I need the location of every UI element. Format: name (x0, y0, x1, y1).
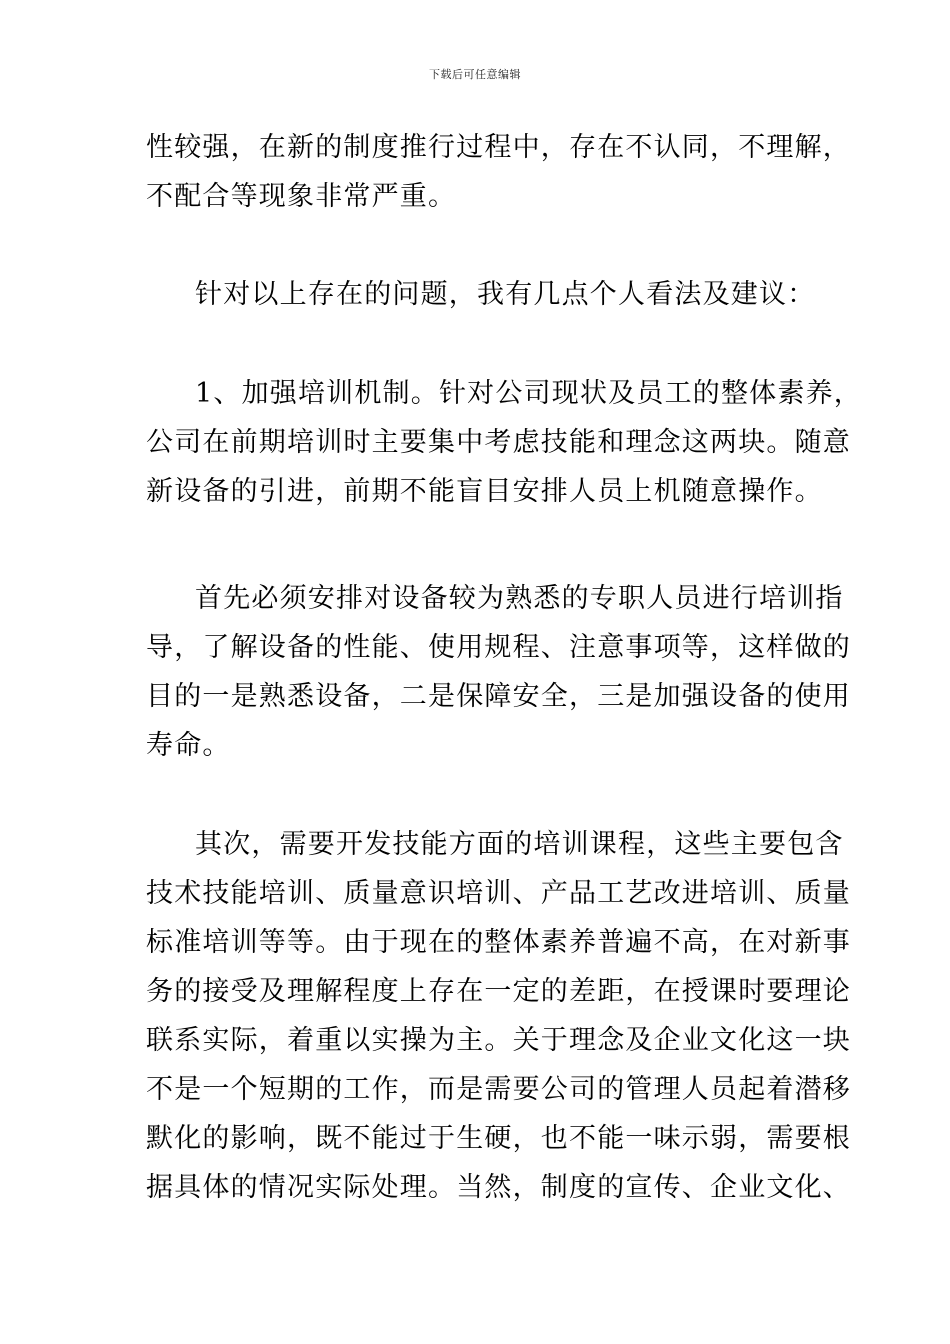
text-line: 寿命。 (146, 730, 231, 761)
text-line: 据具体的情况实际处理。当然，制度的宣传、企业文化、 (146, 1172, 851, 1203)
text-line: 务的接受及理解程度上存在一定的差距，在授课时要理论 (146, 976, 851, 1007)
text-line: 首先必须安排对设备较为熟悉的专职人员进行培训指 (195, 583, 844, 614)
text-line: 技术技能培训、质量意识培训、产品工艺改进培训、质量 (146, 878, 851, 909)
text-line: 性较强，在新的制度推行过程中，存在不认同，不理解， (146, 132, 851, 163)
text-line: 默化的影响，既不能过于生硬，也不能一味示弱，需要根 (146, 1123, 851, 1154)
text-line: 1、加强培训机制。针对公司现状及员工的整体素养， (195, 378, 862, 409)
header-note: 下载后可任意编辑 (429, 68, 521, 81)
text-line: 针对以上存在的问题，我有几点个人看法及建议： (195, 279, 816, 310)
text-line: 不配合等现象非常严重。 (146, 181, 457, 212)
text-line: 导，了解设备的性能、使用规程、注意事项等，这样做的 (146, 632, 851, 663)
text-line: 联系实际，着重以实操为主。关于理念及企业文化这一块 (146, 1025, 851, 1056)
text-line: 目的一是熟悉设备，二是保障安全，三是加强设备的使用 (146, 681, 851, 712)
text-line: 公司在前期培训时主要集中考虑技能和理念这两块。随意 (146, 427, 851, 458)
text-line: 其次，需要开发技能方面的培训课程，这些主要包含 (195, 829, 844, 860)
text-line: 标准培训等等。由于现在的整体素养普遍不高，在对新事 (146, 927, 851, 958)
text-line: 新设备的引进，前期不能盲目安排人员上机随意操作。 (146, 476, 823, 507)
text-line: 不是一个短期的工作，而是需要公司的管理人员起着潜移 (146, 1074, 851, 1105)
